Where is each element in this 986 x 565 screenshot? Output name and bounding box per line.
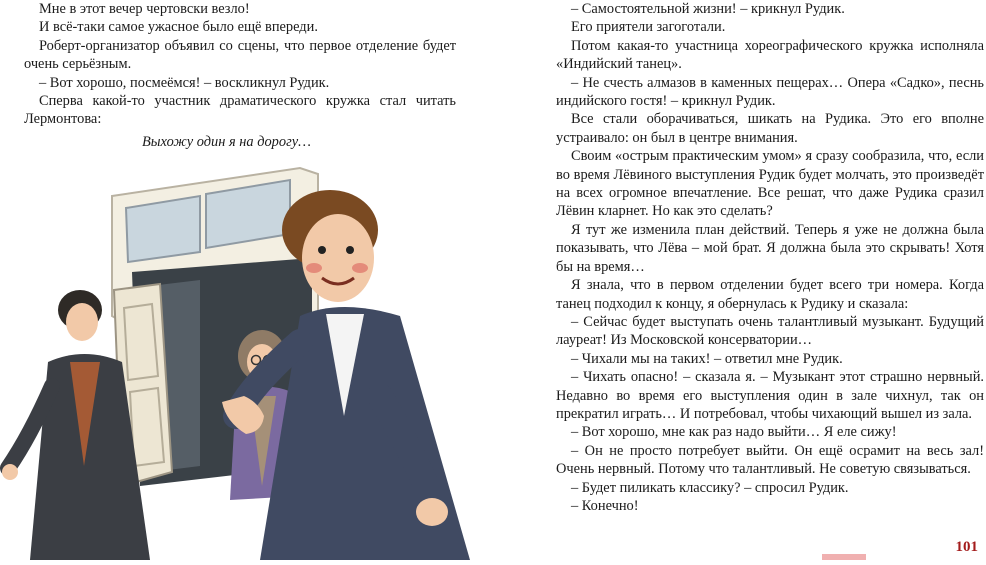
illustration-drawing xyxy=(0,166,520,560)
right-column xyxy=(556,0,984,515)
poem-line: Выхожу один я на дорогу… xyxy=(142,134,311,150)
left-column xyxy=(24,0,456,129)
book-illustration xyxy=(0,166,520,560)
paragraph: – Вот хорошо, посмеёмся! – воскликнул Рудик. xyxy=(39,74,330,91)
paragraph: Потом какая-то участница хореографического кружка исполняла «Индийский танец». xyxy=(556,37,984,73)
paragraph: Его приятели загоготали. xyxy=(571,19,726,36)
transom-window xyxy=(126,196,200,262)
paragraph: – Будет пиликать классику? – спросил Рудик. xyxy=(571,479,849,496)
paragraph: – Сейчас будет выступать очень талантливый музыкант. Будущий лауреат! Из Московской консерватории… xyxy=(556,313,984,349)
paragraph: – Не счесть алмазов в каменных пещерах… Опера «Садко», песнь индийского гостя! – крикнул Рудик. xyxy=(556,74,984,110)
paragraph: Я знала, что в первом отделении будет всего три номера. Когда танец подходил к концу, я обернулась к Рудику и сказала: xyxy=(556,277,984,312)
paragraph: Мне в этот вечер чертовски везло! xyxy=(39,1,250,17)
paragraph: Своим «острым практическим умом» я сразу сообразила, что, если во время Лёвиного выступления Рудик будет молчать, это произведёт на всех огромное впечатление. Все решат, что даже Рудика сразил Лёвин кларнет. Но как это сделать? xyxy=(556,148,984,220)
paragraph: – Чихать опасно! – сказала я. – Музыкант этот страшно нервный. Недавно во время его выступления один в зале чихнул, так он прекратил играть… И потребовал, чтобы чихающий вышел из зала. xyxy=(556,369,984,422)
rudik-face xyxy=(302,214,374,302)
paragraph: Сперва какой-то участник драматического кружка стал читать Лермонтова: xyxy=(24,93,456,128)
paragraph: И всё-таки самое ужасное было ещё впереди. xyxy=(39,19,318,36)
paragraph: – Он не просто потребует выйти. Он ещё осрамит на весь зал! Очень нервный. Потому что талантливый. Не советую связываться. xyxy=(556,442,984,478)
paragraph: – Чихали мы на таких! – ответил мне Рудик. xyxy=(571,350,843,367)
paragraph: – Самостоятельной жизни! – крикнул Рудик. xyxy=(571,1,845,17)
paragraph: Все стали оборачиваться, шикать на Рудика. Это его вполне устраивало: он был в центре внимания. xyxy=(556,111,984,146)
paragraph: Я тут же изменила план действий. Теперь я уже не должна была показывать, что Лёва – мой брат. Я должна была это скрывать! Хотя бы на время… xyxy=(556,221,984,275)
paragraph: – Конечно! xyxy=(571,497,639,514)
page-edge-tab xyxy=(822,554,866,560)
paragraph: – Вот хорошо, мне как раз надо выйти… Я еле сижу! xyxy=(571,424,897,441)
page-number: 101 xyxy=(955,539,978,555)
paragraph: Роберт-организатор объявил со сцены, что первое отделение будет очень серьёзным. xyxy=(24,37,456,73)
